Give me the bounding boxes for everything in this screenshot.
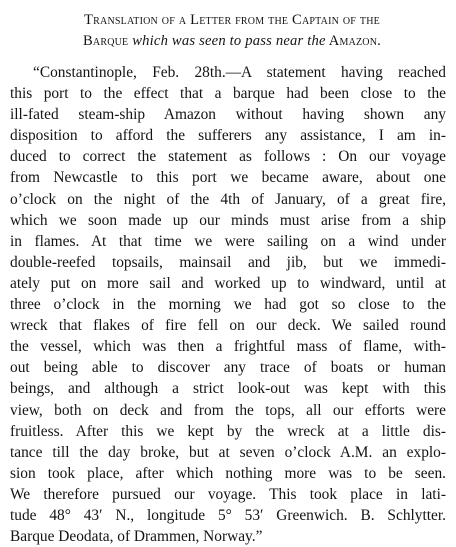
letter-line: out being able to discover any trace of boats or human [10,359,446,377]
heading-line-2 [22,31,442,52]
letter-line: view, both on deck and from the tops, all our efforts were [10,401,446,419]
letter-body [10,62,446,547]
letter-line: fruitless. After this we kept by the wreck at a little dis- [10,422,446,440]
heading-italic-phrase: which was seen to pass near the [132,33,326,49]
letter-line: double-reefed topsails, mainsail and jib, but we immedi- [10,253,446,271]
letter-line: this port to the effect that a barque had been close to the [10,85,446,103]
letter-line: three o’clock in the morning we had got so close to the [10,296,446,314]
letter-line: duced to correct the statement as follows : On our voyage [10,148,446,166]
letter-line: We therefore pursued our voyage. This took place in lati- [10,485,446,503]
heading-barque: Barque [82,33,133,49]
letter-heading [22,10,442,52]
letter-line: beings, and although a strict look-out was kept with this [10,380,446,398]
letter-line: tance till the day broke, but at seven o’clock A.M. an explo- [10,443,446,461]
letter-line: “Constantinople, Feb. 28th.—A statement having reached [33,64,446,81]
heading-line-1: Translation of a Letter from the Captain of the [84,12,380,28]
letter-line: ill-fated steam-ship Amazon without having shown any [10,106,446,124]
letter-line: from Newcastle to this port we became aware, about one [10,169,446,187]
letter-line: in flames. At that time we were sailing on a wind under [10,232,446,250]
letter-line: tude 48° 43′ N., longitude 5° 53′ Greenwich. B. Schlytter. [10,506,446,524]
letter-line: which we soon made up our minds must arise from a ship [10,211,446,229]
letter-line: ately put on more sail and worked up to windward, until at [10,274,446,292]
letter-line: the vessel, which was then a frightful mass of flame, with- [10,338,446,356]
heading-amazon: Amazon. [325,33,381,49]
letter-line: o’clock on the night of the 4th of January, of a great fire, [10,190,446,208]
letter-line: wreck that flakes of fire fell on our deck. We sailed round [10,317,446,335]
letter-line: sion took place, after which nothing more was to be seen. [10,464,446,482]
letter-line: Barque Deodata, of Drammen, Norway.” [10,528,263,546]
letter-line: disposition to afford the sufferers any assistance, I am in- [10,127,446,145]
